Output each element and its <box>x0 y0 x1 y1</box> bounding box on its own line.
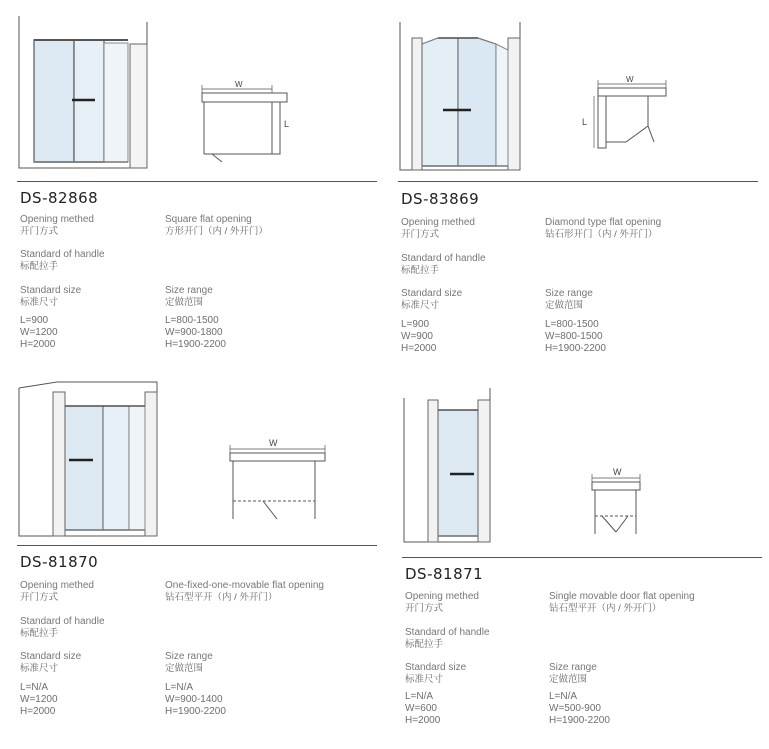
shower-illustration <box>17 10 379 180</box>
opening-label: Opening methed <box>405 591 479 602</box>
range-l-value: L=N/A <box>549 691 578 702</box>
product-code: DS-81870 <box>20 553 99 571</box>
opening-label-cn: 开门方式 <box>401 229 440 240</box>
product-panel-ds-82868 <box>17 10 379 370</box>
size-range-values <box>549 691 610 727</box>
shower-illustration <box>398 14 760 184</box>
handle-label-cn: 标配拉手 <box>20 628 59 639</box>
opening-value-field <box>545 217 661 240</box>
range-h-value: H=1900-2200 <box>545 343 606 354</box>
range-w-value: W=500-900 <box>549 703 601 714</box>
size-w-value: W=900 <box>401 331 433 342</box>
handle-field <box>405 627 490 650</box>
size-h-value: H=2000 <box>20 706 56 717</box>
range-label: Size range <box>165 285 213 296</box>
opening-value-cn: 钻石形开门（内 / 外开门） <box>545 229 658 240</box>
range-h-value: H=1900-2200 <box>165 706 226 717</box>
opening-label: Opening methed <box>20 214 94 225</box>
range-label: Size range <box>165 651 213 662</box>
divider <box>17 545 377 546</box>
dim-w-label: W <box>269 438 278 448</box>
range-l-value: L=N/A <box>165 682 194 693</box>
size-label-cn: 标准尺寸 <box>405 674 444 685</box>
divider <box>17 181 377 182</box>
range-field <box>549 662 597 685</box>
opening-value-field <box>165 580 324 603</box>
dim-w-label: W <box>626 75 634 84</box>
shower-illustration <box>17 378 379 548</box>
opening-label: Opening methed <box>401 217 475 228</box>
size-label-cn: 标准尺寸 <box>20 297 59 308</box>
size-label: Standard size <box>20 285 82 296</box>
handle-label: Standard of handle <box>405 627 490 638</box>
range-l-value: L=800-1500 <box>545 319 599 330</box>
size-range-values <box>165 315 226 351</box>
product-code: DS-81871 <box>405 565 484 583</box>
range-label: Size range <box>549 662 597 673</box>
opening-value-cn: 钻石型平开（内 / 外开门） <box>165 592 278 603</box>
product-panel-ds-81870 <box>17 378 379 738</box>
size-l-value: L=900 <box>20 315 49 326</box>
size-field <box>401 288 462 311</box>
range-h-value: H=1900-2200 <box>165 339 226 350</box>
size-label-cn: 标准尺寸 <box>401 300 440 311</box>
opening-field <box>405 591 479 614</box>
range-field <box>165 285 213 308</box>
opening-field <box>401 217 475 240</box>
handle-label: Standard of handle <box>20 616 105 627</box>
size-l-value: L=N/A <box>405 691 434 702</box>
range-label-cn: 定做范围 <box>165 663 204 674</box>
product-panel-ds-83869 <box>398 14 760 374</box>
size-w-value: W=1200 <box>20 694 58 705</box>
size-h-value: H=2000 <box>20 339 56 350</box>
size-field <box>405 662 466 685</box>
size-range-values <box>545 319 606 355</box>
range-label-cn: 定做范围 <box>165 297 204 308</box>
size-w-value: W=600 <box>405 703 437 714</box>
opening-label: Opening methed <box>20 580 94 591</box>
opening-label-cn: 开门方式 <box>405 603 444 614</box>
size-w-value: W=1200 <box>20 327 58 338</box>
size-label-cn: 标准尺寸 <box>20 663 59 674</box>
standard-size-values <box>405 691 440 727</box>
opening-value-field <box>549 591 695 614</box>
range-label: Size range <box>545 288 593 299</box>
opening-value-field <box>165 214 268 237</box>
dim-l-label: L <box>582 117 588 127</box>
opening-value: Single movable door flat opening <box>549 591 695 602</box>
opening-value: One-fixed-one-movable flat opening <box>165 580 324 591</box>
size-label: Standard size <box>405 662 467 673</box>
opening-label-cn: 开门方式 <box>20 226 59 237</box>
range-field <box>545 288 593 311</box>
handle-label: Standard of handle <box>20 249 105 260</box>
size-h-value: H=2000 <box>401 343 437 354</box>
opening-value-cn: 方形开门（内 / 外开门） <box>165 226 268 237</box>
opening-value-cn: 钻石型平开（内 / 外开门） <box>549 603 662 614</box>
size-h-value: H=2000 <box>405 715 441 726</box>
handle-label: Standard of handle <box>401 253 486 264</box>
opening-field <box>20 214 94 237</box>
standard-size-values <box>20 315 58 351</box>
range-label-cn: 定做范围 <box>545 300 584 311</box>
dim-w-label: W <box>235 80 243 89</box>
range-h-value: H=1900-2200 <box>549 715 610 726</box>
opening-label-cn: 开门方式 <box>20 592 59 603</box>
opening-value: Diamond type flat opening <box>545 217 662 228</box>
size-label: Standard size <box>20 651 82 662</box>
size-field <box>20 285 81 308</box>
size-field <box>20 651 81 674</box>
divider <box>402 557 762 558</box>
size-label: Standard size <box>401 288 463 299</box>
range-w-value: W=900-1400 <box>165 694 223 705</box>
opening-value: Square flat opening <box>165 214 252 225</box>
range-field <box>165 651 213 674</box>
range-w-value: W=800-1500 <box>545 331 603 342</box>
size-range-values <box>165 682 226 718</box>
handle-field <box>401 253 486 276</box>
size-l-value: L=N/A <box>20 682 49 693</box>
range-l-value: L=800-1500 <box>165 315 219 326</box>
dim-l-label: L <box>284 119 290 129</box>
product-code: DS-83869 <box>401 190 480 208</box>
size-l-value: L=900 <box>401 319 430 330</box>
range-w-value: W=900-1800 <box>165 327 223 338</box>
shower-illustration <box>402 384 764 554</box>
handle-label-cn: 标配拉手 <box>401 265 440 276</box>
range-label-cn: 定做范围 <box>549 674 588 685</box>
standard-size-values <box>401 319 436 355</box>
dim-w-label: W <box>613 467 622 477</box>
handle-field <box>20 616 105 639</box>
standard-size-values <box>20 682 58 718</box>
product-panel-ds-81871 <box>402 384 764 744</box>
product-code: DS-82868 <box>20 189 99 207</box>
handle-label-cn: 标配拉手 <box>20 261 59 272</box>
opening-field <box>20 580 94 603</box>
handle-field <box>20 249 105 272</box>
handle-label-cn: 标配拉手 <box>405 639 444 650</box>
divider <box>398 181 758 182</box>
